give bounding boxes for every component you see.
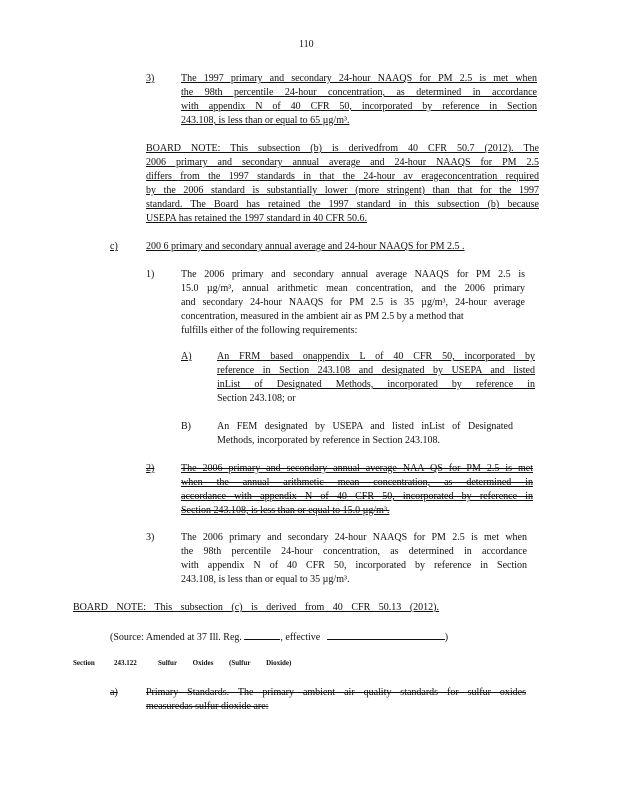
text-line: by the 2006 standard is substantially lower (more stringent) than that for the 1997: [146, 185, 539, 196]
text-line: 2006 primary and secondary annual average and 24-hour NAAQS for PM 2.5: [146, 157, 539, 168]
text-line: Primary Standards. The primary ambient air quality standards for sulfur oxides: [146, 687, 526, 698]
subsection-c-label: c): [110, 241, 118, 252]
text-line: accordance with appendix N of 40 CFR 50, incorporated by reference in: [181, 491, 533, 502]
page-number: 110: [299, 39, 314, 50]
text-line: reference in Section 243.108 and designated by USEPA and listed: [217, 365, 535, 376]
item-1-2006-label: 1): [146, 269, 155, 280]
text-line: when the annual arithmetic mean concentration, as determined in: [181, 477, 533, 488]
text-line: USEPA has retained the 1997 standard in 40 CFR 50.6.: [146, 213, 368, 224]
item-3-2006-text: [181, 531, 527, 587]
section-label: Section: [73, 659, 95, 667]
text-line: BOARD NOTE: This subsection (b) is derivedfrom 40 CFR 50.7 (2012). The: [146, 143, 539, 154]
text-line: Section 243.108, is less than or equal to 15.0 µg/m³.: [181, 505, 390, 516]
subsection-c-heading: 200 6 primary and secondary annual average and 24-hour NAAQS for PM 2.5 .: [146, 241, 465, 252]
register-blank: [244, 629, 280, 640]
item-a-label: A): [181, 351, 192, 362]
text-line: 243.108, is less than or equal to 35 µg/m³.: [181, 574, 350, 585]
text-line: An FEM designated by USEPA and listed inList of Designated: [217, 421, 513, 432]
item-b-text: [217, 420, 513, 448]
text-line: concentration, measured in the ambient air as PM 2.5 by a method that: [181, 311, 464, 322]
board-note-c: BOARD NOTE: This subsection (c) is derived from 40 CFR 50.13 (2012).: [73, 602, 439, 613]
effective-date-blank: [327, 629, 445, 640]
item-1-2006-text: [181, 268, 525, 338]
text-line: Section 243.108; or: [217, 393, 296, 404]
source-middle: , effective: [280, 632, 321, 643]
text-line: 243.108, is less than or equal to 65 µg/m³.: [181, 115, 350, 126]
item-a-text: [217, 350, 535, 406]
text-line: An FRM based onappendix L of 40 CFR 50, incorporated by: [217, 351, 535, 362]
item-2-2006-label: 2): [146, 463, 155, 474]
text-line: The 1997 primary and secondary 24-hour NAAQS for PM 2.5 is met when: [181, 73, 537, 84]
text-line: The 2006 primary and secondary annual average NAAQS for PM 2.5 is: [181, 269, 525, 280]
source-suffix: ): [444, 632, 449, 643]
text-line: with appendix N of 40 CFR 50, incorporated by reference in Section: [181, 101, 537, 112]
item-a-primary-label: a): [110, 687, 118, 698]
text-line: The 2006 primary and secondary 24-hour NAAQS for PM 2.5 is met when: [181, 532, 527, 543]
item-3-1997-label: 3): [146, 73, 155, 84]
source-line: [110, 629, 448, 645]
text-line: 15.0 µg/m³, annual arithmetic mean concentration, and the 2006 primary: [181, 283, 525, 294]
text-line: fulfills either of the following requirements:: [181, 325, 358, 336]
text-line: differs from the 1997 standards in that the 24-hour av erageconcentration required: [146, 171, 539, 182]
text-line: the 98th percentile 24-hour concentration, as determined in accordance: [181, 87, 537, 98]
text-line: Methods, incorporated by reference in Section 243.108.: [217, 435, 440, 446]
item-3-1997-text: [181, 72, 537, 128]
text-line: inList of Designated Methods, incorporated by reference in: [217, 379, 535, 390]
source-prefix: (Source: Amended at 37 Ill. Reg.: [110, 632, 242, 643]
text-line: The 2006 primary and secondary annual average NAA QS for PM 2.5 is met: [181, 463, 533, 474]
text-line: standard. The Board has retained the 1997 standard in this subsection (b) because: [146, 199, 539, 210]
section-title: Sulfur Oxides (Sulfur Dioxide): [158, 659, 292, 667]
item-b-label: B): [181, 421, 191, 432]
text-line: and secondary 24-hour NAAQS for PM 2.5 is 35 µg/m³, 24-hour average: [181, 297, 525, 308]
section-number: 243.122: [114, 659, 137, 667]
text-line: measuredas sulfur dioxide are:: [146, 701, 269, 712]
item-3-2006-label: 3): [146, 532, 155, 543]
board-note-b: [146, 142, 539, 226]
text-line: with appendix N of 40 CFR 50, incorporated by reference in Section: [181, 560, 527, 571]
item-a-primary-text: [146, 686, 526, 714]
item-2-2006-text: [181, 462, 533, 518]
text-line: the 98th percentile 24-hour concentration, as determined in accordance: [181, 546, 527, 557]
